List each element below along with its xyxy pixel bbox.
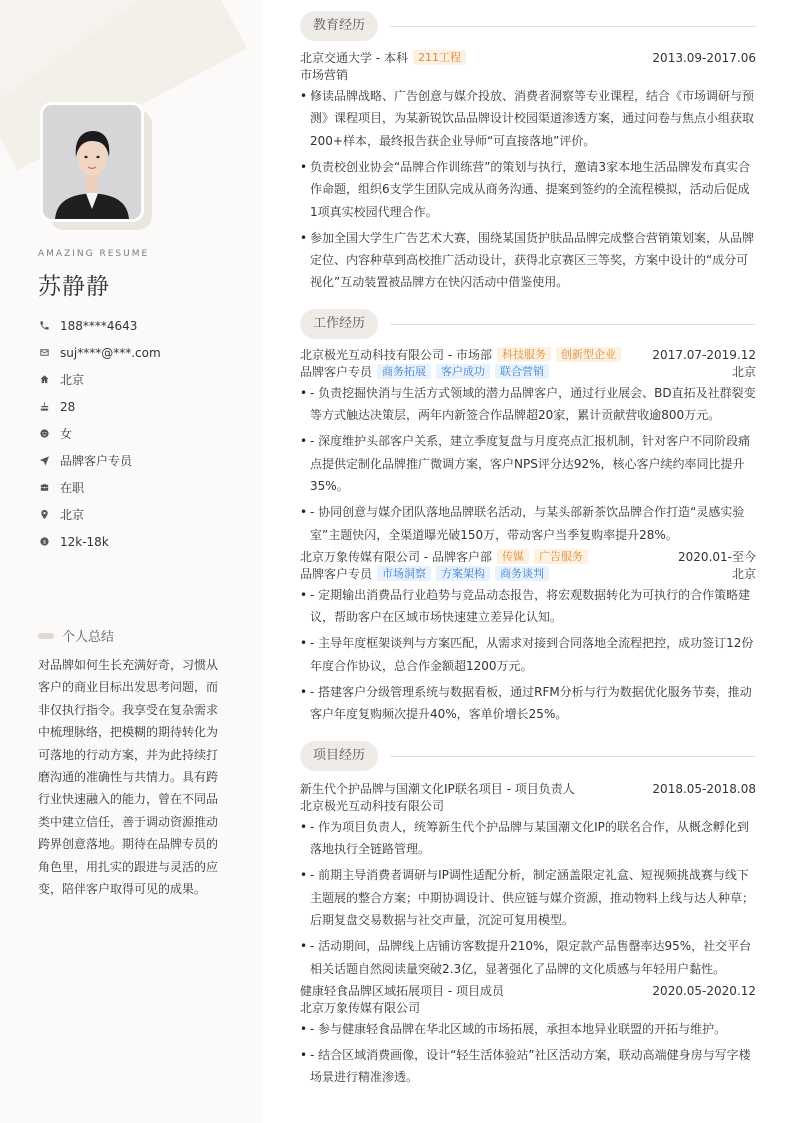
project-date: 2020.05-2020.12	[652, 983, 756, 998]
project-bullets	[300, 1018, 756, 1089]
divider	[390, 756, 756, 757]
job-role: 品牌客户专员	[300, 365, 373, 379]
company-tag: 传媒	[497, 549, 529, 564]
list-item: • - 协同创意与媒介团队落地品牌联名活动，与某头部新茶饮品牌合作打造“灵感实验室”主题快闪，全渠道曝光破150万，带动客户当季复购率提升28%。	[300, 501, 756, 546]
summary-text: 对品牌如何生长充满好奇，习惯从客户的商业目标出发思考问题，而非仅执行指令。我享受在复杂需求中梳理脉络，把模糊的期待转化为可落地的行动方案，并为此持续打磨沟通的准确性与共情力。具有跨行业快速融入的能力，曾在不同品类中建立信任，善于调动资源推动跨界创意落地。期待在品牌专员的角色里，用扎实的跟进与灵活的应变，陪伴客户取得可见的成果。	[38, 658, 219, 897]
decorative-shape	[0, 0, 140, 100]
person-name: 苏静静	[38, 274, 110, 300]
divider	[390, 324, 756, 325]
school-tag: 211工程	[413, 50, 466, 65]
project-title: 项目经历	[300, 741, 378, 771]
briefcase-icon	[38, 482, 50, 494]
list-item: • - 活动期间，品牌线上店铺访客数提升210%，限定款产品售罄率达95%，社交平台相关话题自然阅读量突破2.3亿，显著强化了品牌的文化质感与年轻用户黏性。	[300, 935, 756, 980]
project-bullets	[300, 816, 756, 980]
list-item: • 负责校创业协会“品牌合作训练营”的策划与执行，邀请3家本地生活品牌发布真实合作命题，组织6支学生团队完成从商务沟通、提案到签约的全流程模拟，活动后促成1项真实校园代理合作。	[300, 156, 756, 223]
gender-icon	[38, 428, 50, 440]
home-icon	[38, 374, 50, 386]
project-entry	[300, 982, 756, 1092]
job-bullets	[300, 584, 756, 726]
skill-tag: 联合营销	[495, 364, 549, 379]
contact-info-list	[38, 312, 248, 555]
project-entry	[300, 780, 756, 984]
email-text: suj****@***.com	[60, 345, 161, 360]
skill-tag: 商务拓展	[377, 364, 431, 379]
info-status	[38, 474, 248, 501]
info-home	[38, 366, 248, 393]
work-entry	[300, 548, 756, 729]
company-name: 北京万象传媒有限公司 - 品牌客户部	[300, 550, 492, 564]
mail-icon	[38, 347, 50, 359]
send-icon	[38, 455, 50, 467]
info-gender	[38, 420, 248, 447]
education-entry	[300, 49, 756, 297]
location-text: 北京	[60, 508, 85, 522]
info-location	[38, 501, 248, 528]
company-tag: 科技服务	[497, 347, 551, 362]
age-text: 28	[60, 399, 76, 414]
status-text: 在职	[60, 481, 85, 495]
list-item: • - 负责挖掘快消与生活方式领域的潜力品牌客户，通过行业展会、BD直拓及社群裂变等方式触达决策层，两年内新签合作品牌超20家，累计贡献营收逾800万元。	[300, 382, 756, 427]
education-date: 2013.09-2017.06	[652, 50, 756, 65]
project-date: 2018.05-2018.08	[652, 781, 756, 796]
info-email	[38, 339, 248, 366]
list-item: • 修读品牌战略、广告创意与媒介投放、消费者洞察等专业课程，结合《市场调研与预测》课程项目，为某新锐饮品品牌设计校园渠道渗透方案，通过问卷与焦点小组获取200+样本，最终报告获企业导师“可直接落地”评价。	[300, 85, 756, 152]
salary-text: 12k-18k	[60, 534, 109, 549]
skill-tag: 市场洞察	[377, 566, 431, 581]
job-date: 2020.01-至今	[678, 550, 756, 564]
list-item: • - 作为项目负责人，统筹新生代个护品牌与某国潮文化IP的联名合作，从概念孵化到落地执行全链路管理。	[300, 816, 756, 861]
list-item: • - 结合区域消费画像，设计“轻生活体验站”社区活动方案，联动高端健身房与写字楼场景进行精准渗透。	[300, 1044, 756, 1089]
salary-icon	[38, 536, 50, 548]
company-tag: 创新型企业	[556, 347, 621, 362]
location-icon	[38, 509, 50, 521]
company-tag: 广告服务	[534, 549, 588, 564]
info-salary	[38, 528, 248, 555]
education-title: 教育经历	[300, 11, 378, 41]
job-role: 品牌客户专员	[300, 567, 373, 581]
project-section-header	[300, 741, 756, 771]
job-bullets	[300, 382, 756, 546]
phone-text: 188****4643	[60, 318, 138, 333]
phone-icon	[38, 320, 50, 332]
skill-tag: 方案架构	[436, 566, 490, 581]
skill-tag: 商务谈判	[495, 566, 549, 581]
list-item: • - 搭建客户分级管理系统与数据看板，通过RFM分析与行为数据优化服务节奏，推动客户年度复购频次提升40%，客单价增长25%。	[300, 681, 756, 726]
list-item: • - 定期输出消费品行业趋势与竞品动态报告，将宏观数据转化为可执行的合作策略建议，帮助客户在区域市场快速建立差异化认知。	[300, 584, 756, 629]
list-item: • - 深度维护头部客户关系，建立季度复盘与月度亮点汇报机制，针对客户不同阶段痛点提供定制化品牌推广微调方案，客户NPS评分达92%，核心客户续约率同比提升35%。	[300, 430, 756, 497]
list-item: • 参加全国大学生广告艺术大赛，围绕某国货护肤品品牌完成整合营销策划案，从品牌定位、内容种草到高校推广活动设计，获得北京赛区三等奖，方案中设计的“成分可视化”互动装置被品牌方在快闪活动中借鉴使用。	[300, 227, 756, 294]
gender-text: 女	[60, 427, 73, 441]
home-text: 北京	[60, 373, 85, 387]
info-age	[38, 393, 248, 420]
major: 市场营销	[300, 68, 349, 82]
info-position	[38, 447, 248, 474]
info-phone	[38, 312, 248, 339]
sidebar	[0, 0, 262, 1123]
avatar	[40, 102, 152, 230]
profile-photo	[40, 102, 144, 222]
project-org: 北京极光互动科技有限公司	[300, 799, 445, 813]
school-name: 北京交通大学 - 本科	[300, 51, 408, 65]
education-section-header	[300, 11, 756, 41]
position-text: 品牌客户专员	[60, 454, 133, 468]
divider	[390, 26, 756, 27]
svg-text:$: $	[42, 539, 46, 546]
project-org: 北京万象传媒有限公司	[300, 1001, 421, 1015]
company-name: 北京极光互动科技有限公司 - 市场部	[300, 348, 492, 362]
list-item: • - 前期主导消费者调研与IP调性适配分析，制定涵盖限定礼盒、短视频挑战赛与线下主题展的整合方案；中期协调设计、供应链与媒介资源，推动物料上线与达人种草；后期复盘交易数据与社交声量，沉淀可复用模型。	[300, 864, 756, 931]
summary-header	[38, 626, 114, 645]
job-city: 北京	[731, 365, 756, 379]
list-item: • - 参与健康轻食品牌在华北区域的市场拓展，承担本地异业联盟的开拓与维护。	[300, 1018, 756, 1040]
education-bullets	[300, 85, 756, 294]
cake-icon	[38, 401, 50, 413]
work-title: 工作经历	[300, 309, 378, 339]
summary-title: 个人总结	[62, 630, 115, 645]
project-name: 健康轻食品牌区域拓展项目 - 项目成员	[300, 984, 504, 998]
list-item: • - 主导年度框架谈判与方案匹配，从需求对接到合同落地全流程把控，成功签订12份年度合作协议，总合作金额超1200万元。	[300, 632, 756, 677]
project-name: 新生代个护品牌与国潮文化IP联名项目 - 项目负责人	[300, 782, 575, 796]
skill-tag: 客户成功	[436, 364, 490, 379]
summary-pill-decoration	[38, 633, 54, 639]
resume-caption: AMAZING RESUME	[38, 249, 150, 259]
job-date: 2017.07-2019.12	[652, 347, 756, 362]
work-section-header	[300, 309, 756, 339]
job-city: 北京	[731, 567, 756, 581]
work-entry	[300, 346, 756, 550]
